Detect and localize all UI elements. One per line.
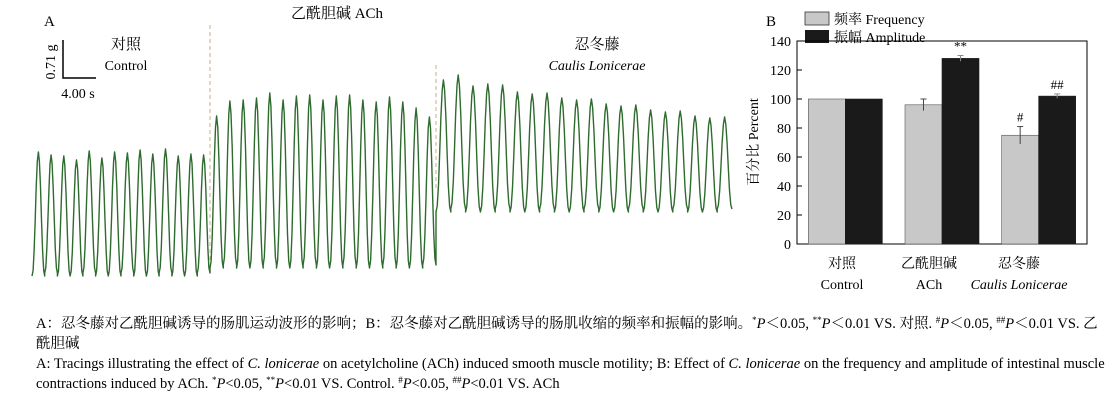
bar <box>942 58 979 244</box>
sig-mark: * <box>752 315 757 325</box>
caption-english <box>36 354 1112 394</box>
sig-mark: ** <box>812 315 822 325</box>
y-tick-label: 80 <box>777 122 791 137</box>
phase-ach-label: 乙酰胆碱 ACh <box>290 6 384 22</box>
y-tick-label: 140 <box>770 35 791 50</box>
cat-label-ach-en: ACh <box>915 278 943 293</box>
p-symbol: P <box>821 316 831 332</box>
significance-mark: # <box>1016 109 1024 125</box>
scale-y-label: 0.71 g <box>44 44 59 80</box>
bar <box>808 99 845 244</box>
p-threshold: ＜0.05, <box>765 316 813 332</box>
sig-mark: * <box>211 375 217 385</box>
phase-herb-en: Caulis Lonicerae <box>548 59 646 74</box>
p-threshold: ＜0.05, <box>949 316 997 332</box>
y-tick-label: 120 <box>770 64 791 79</box>
cat-label-ach-cn: 乙酰胆碱 <box>901 257 957 272</box>
p-threshold: <0.05, <box>225 376 267 392</box>
cat-label-control-cn: 对照 <box>828 257 856 272</box>
cat-label-control-en: Control <box>820 278 864 293</box>
bar <box>905 105 942 244</box>
cat-label-herb-en: Caulis Lonicerae <box>970 278 1068 293</box>
phase-control-en: Control <box>104 59 148 74</box>
species-name: C. lonicerae <box>247 356 320 372</box>
phase-herb-cn: 忍冬藤 <box>574 37 620 53</box>
panel-b <box>746 12 1087 293</box>
sig-mark: ## <box>996 315 1006 325</box>
muscle-trace <box>32 75 732 276</box>
p-symbol: P <box>275 376 285 392</box>
p-symbol: P <box>1005 316 1015 332</box>
sig-mark: # <box>398 375 403 385</box>
caption-cn-text: A：忍冬藤对乙酰胆碱诱导的肠肌运动波形的影响；B：忍冬藤对乙酰胆碱诱导的肠肌收缩的频率和振幅的影响。 <box>36 316 753 332</box>
panel-a-label: A <box>44 14 55 30</box>
sig-mark: ** <box>266 375 276 385</box>
cat-label-herb-cn: 忍冬藤 <box>998 257 1040 272</box>
y-tick-label: 40 <box>777 180 791 195</box>
species-name: C. lonicerae <box>728 356 801 372</box>
p-threshold: <0.01 VS. Control. <box>284 376 399 392</box>
panel-a <box>32 5 732 276</box>
p-symbol: P <box>216 376 226 392</box>
significance-mark: ## <box>1050 76 1064 92</box>
phase-control-cn: 对照 <box>110 37 142 53</box>
caption-chinese <box>36 314 1112 354</box>
p-threshold: <0.05, <box>411 376 453 392</box>
caption-en-text: on the frequency and amplitude of intestinal muscle contractions induced by ACh. <box>36 356 1105 392</box>
panel-b-label: B <box>766 14 777 30</box>
sig-mark: ## <box>452 375 462 385</box>
p-symbol: P <box>756 316 766 332</box>
p-symbol: P <box>461 376 471 392</box>
scale-bar <box>63 40 96 78</box>
legend-label-frequency: 频率 Frequency <box>834 13 925 28</box>
sig-mark: # <box>935 315 941 325</box>
legend-label-amplitude: 振幅 Amplitude <box>834 31 926 46</box>
significance-mark: ** <box>954 38 967 54</box>
p-symbol: P <box>940 316 950 332</box>
bar <box>1002 135 1039 244</box>
caption-en-text: on acetylcholine (ACh) induced smooth muscle motility; B: Effect of <box>319 356 729 372</box>
p-symbol: P <box>402 376 412 392</box>
caption-en-text: A: Tracings illustrating the effect of <box>36 356 248 372</box>
y-tick-label: 100 <box>770 93 791 108</box>
bar-chart <box>770 35 1087 253</box>
y-tick-label: 60 <box>777 151 791 166</box>
p-threshold: ＜0.01 VS. 乙酰胆碱 <box>36 316 1098 352</box>
y-tick-label: 20 <box>777 209 791 224</box>
scale-x-label: 4.00 s <box>61 87 95 102</box>
y-tick-label: 0 <box>784 238 791 253</box>
legend-swatch-frequency <box>805 12 829 25</box>
bar <box>1039 96 1076 244</box>
bar <box>845 99 882 244</box>
p-threshold: ＜0.01 VS. 对照. <box>830 316 936 332</box>
p-threshold: <0.01 VS. ACh <box>470 376 560 392</box>
y-axis-label: 百分比 Percent <box>747 98 762 186</box>
